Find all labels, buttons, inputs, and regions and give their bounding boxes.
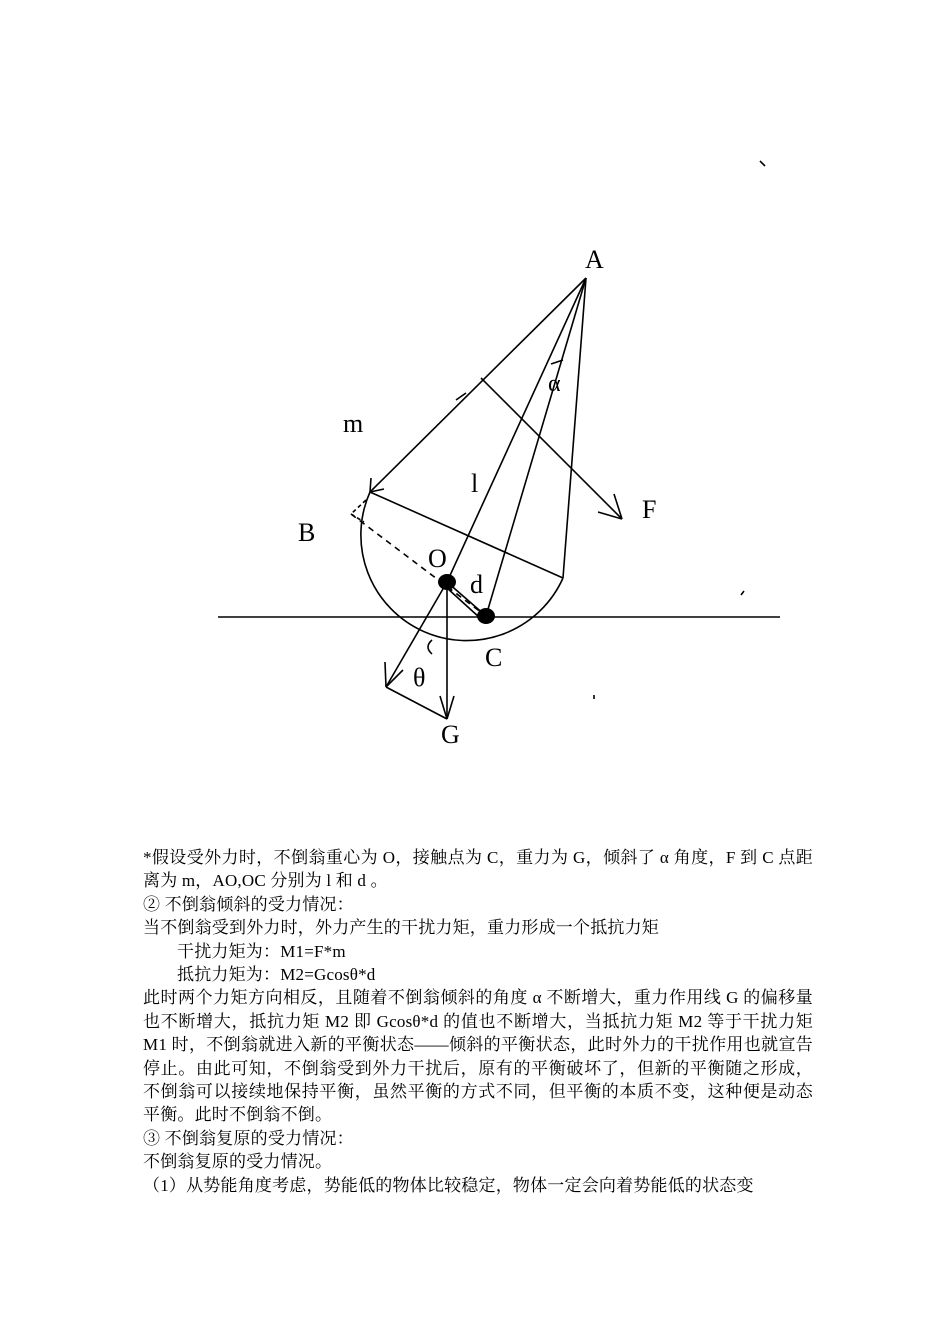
paragraph-torques-intro: 当不倒翁受到外力时，外力产生的干扰力矩，重力形成一个抵抗力矩: [143, 918, 659, 938]
gravity-g-arrowhead-b: [447, 696, 454, 719]
dashed-line-bc: [351, 514, 486, 616]
tumbler-base-arc: [361, 492, 563, 641]
formula-m1: 干扰力矩为：M1=F*m: [177, 941, 346, 961]
m-arrowhead-a: [370, 478, 371, 492]
heading-tilt-forces: ② 不倒翁倾斜的受力情况：: [143, 894, 354, 914]
label-l: l: [471, 469, 479, 498]
label-a: A: [585, 245, 604, 274]
speck-right: [741, 591, 744, 595]
cone-right-side: [563, 278, 586, 578]
line-ao: [447, 278, 586, 582]
paragraph-potential-energy: （1）从势能角度考虑，势能低的物体比较稳定，物体一定会向着势能低的状态变: [143, 1175, 754, 1195]
formula-m2: 抵抗力矩为：M2=Gcosθ*d: [177, 965, 376, 985]
point-o: [438, 574, 456, 590]
label-o: O: [428, 544, 447, 573]
label-alpha: α: [548, 371, 561, 397]
cone-base-line: [370, 492, 563, 578]
label-c: C: [485, 643, 503, 672]
label-g: G: [441, 720, 460, 749]
force-f-line: [481, 378, 622, 519]
label-f: F: [642, 495, 657, 524]
label-theta: θ: [413, 663, 426, 692]
component-arrowhead-a: [385, 662, 386, 687]
label-d: d: [470, 570, 483, 599]
paragraph-dynamic-balance: 此时两个力矩方向相反，且随着不倒翁倾斜的角度 α 不断增大，重力作用线 G 的偏移量也不断增大，抵抗力矩 M2 即 Gcosθ*d 的值也不断增大，当抵抗力矩 M2 等于干扰力矩 M1 时，不倒翁就进入新的平衡状态——倾斜的平衡状态，此时外力的干扰作用也就宣告停止。由此可知，不倒翁受到外力干扰后，原有的平衡破坏了，但新的平衡随之形成，不倒翁可以接续地保持平衡，虽然平衡的方式不同，但平衡的本质不变，这种便是动态平衡。此时不倒翁不倒。: [143, 988, 813, 1125]
body-text: [143, 846, 813, 1197]
paragraph-assumption: *假设受外力时，不倒翁重心为 O，接触点为 C，重力为 G，倾斜了 α 角度，F 到 C 点距离为 m，AO,OC 分别为 l 和 d 。: [143, 848, 813, 891]
label-b: B: [298, 518, 316, 547]
label-m: m: [343, 409, 364, 438]
theta-angle-mark: [428, 640, 432, 654]
speck-top-right: [760, 161, 765, 166]
point-c: [477, 608, 495, 624]
heading-recovery-forces: ③ 不倒翁复原的受力情况：: [143, 1128, 354, 1148]
paragraph-recovery: 不倒翁复原的受力情况。: [143, 1152, 333, 1172]
